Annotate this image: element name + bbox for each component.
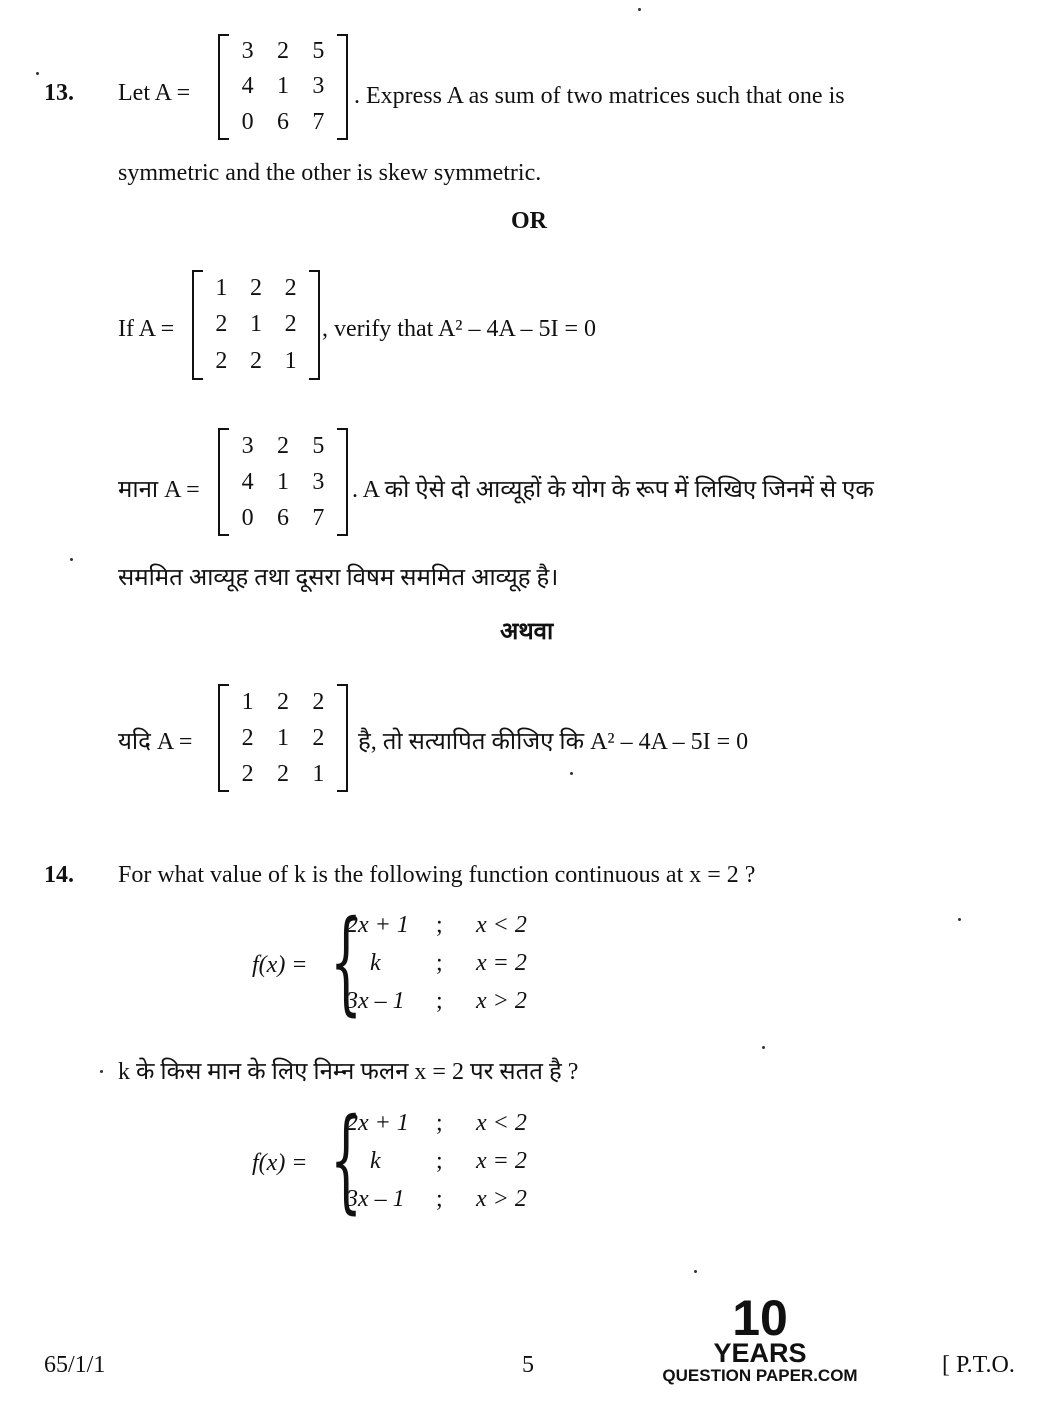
q13-alt-prefix: If A = (118, 316, 175, 342)
matrix-cell: 0 (241, 504, 254, 531)
piece-condition: x = 2 (476, 1148, 527, 1174)
matrix-cell: 1 (276, 73, 289, 100)
matrix-cell: 2 (241, 724, 254, 751)
or-label: OR (511, 208, 547, 234)
q13-prefix: Let A = (118, 80, 191, 106)
matrix-cell: 1 (312, 760, 325, 787)
q14-hi-function-label: f(x) = (252, 1150, 308, 1176)
matrix-cell: 3 (312, 73, 325, 100)
scan-speck (762, 1046, 765, 1049)
logo-site: QUESTION PAPER.COM (662, 1366, 858, 1385)
scan-speck (36, 72, 39, 75)
scan-speck (958, 918, 961, 921)
paper-code: 65/1/1 (44, 1352, 106, 1378)
matrix-b-hindi (218, 684, 348, 792)
page-number: 5 (522, 1352, 534, 1378)
piece-separator: ; (436, 988, 443, 1014)
piece-separator: ; (436, 912, 443, 938)
matrix-cell: 5 (312, 432, 325, 459)
piece-expression: 3x – 1 (346, 988, 405, 1014)
piece-separator: ; (436, 1186, 443, 1212)
q13-hi-alt-suffix: है, तो सत्यापित कीजिए कि A² – 4A – 5I = 0 (358, 729, 749, 755)
question-number-13: 13. (44, 80, 74, 106)
matrix-cell: 1 (276, 468, 289, 495)
question-number-14: 14. (44, 862, 74, 888)
matrix-cell: 2 (249, 348, 262, 375)
matrix-cell: 2 (276, 760, 289, 787)
matrix-cell: 1 (241, 688, 254, 715)
matrix-cell: 7 (312, 108, 325, 135)
piece-condition: x = 2 (476, 950, 527, 976)
matrix-cell: 7 (312, 504, 325, 531)
scan-speck (694, 1270, 697, 1273)
matrix-cell: 0 (241, 108, 254, 135)
q14-function-label: f(x) = (252, 952, 308, 978)
matrix-cell: 2 (241, 760, 254, 787)
matrix-cell: 2 (215, 348, 228, 375)
q13-alt-suffix: , verify that A² – 4A – 5I = 0 (322, 316, 597, 342)
logo-number: 10 (732, 1290, 788, 1346)
matrix-cell: 2 (284, 274, 297, 301)
matrix-cell: 1 (276, 724, 289, 751)
logo-years: YEARS (713, 1338, 807, 1368)
piece-condition: x > 2 (476, 1186, 527, 1212)
matrix-cell: 3 (312, 468, 325, 495)
q13-hi-prefix: माना A = (118, 477, 200, 503)
q14-hi-question: k के किस मान के लिए निम्न फलन x = 2 पर सतत है ? (118, 1059, 579, 1085)
matrix-cell: 6 (276, 504, 289, 531)
q13-hi-suffix: . A को ऐसे दो आव्यूहों के योग के रूप में लिखिए जिनमें से एक (352, 477, 874, 503)
q14-question: For what value of k is the following function continuous at x = 2 ? (118, 862, 756, 888)
piece-expression: 2x + 1 (346, 912, 409, 938)
piece-separator: ; (436, 1110, 443, 1136)
q13-hi-line2: सममित आव्यूह तथा दूसरा विषम सममित आव्यूह है। (118, 565, 559, 591)
matrix-cell: 2 (284, 311, 297, 338)
matrix-cell: 2 (276, 432, 289, 459)
matrix-cell: 2 (249, 274, 262, 301)
piece-expression: 3x – 1 (346, 1186, 405, 1212)
site-logo (662, 1290, 858, 1386)
q13-hi-alt-prefix: यदि A = (118, 729, 193, 755)
matrix-cell: 2 (276, 38, 289, 65)
matrix-cell: 6 (276, 108, 289, 135)
matrix-cell: 2 (312, 724, 325, 751)
piece-separator: ; (436, 1148, 443, 1174)
piece-expression: k (370, 1148, 381, 1174)
hi-or-label: अथवा (500, 619, 554, 645)
piece-condition: x > 2 (476, 988, 527, 1014)
left-brace-hindi: { (330, 1095, 363, 1225)
matrix-cell: 1 (249, 311, 262, 338)
piece-expression: k (370, 950, 381, 976)
matrix-a-hindi (218, 428, 348, 536)
matrix-cell: 2 (276, 688, 289, 715)
matrix-a (218, 34, 348, 140)
scan-speck (570, 772, 573, 775)
q13-suffix: . Express A as sum of two matrices such that one is (354, 83, 845, 109)
matrix-cell: 2 (312, 688, 325, 715)
matrix-b (192, 270, 320, 380)
q13-line2: symmetric and the other is skew symmetric. (118, 160, 542, 186)
matrix-cell: 3 (241, 38, 254, 65)
matrix-cell: 3 (241, 432, 254, 459)
matrix-cell: 4 (241, 468, 254, 495)
scan-speck (70, 558, 73, 561)
matrix-cell: 5 (312, 38, 325, 65)
matrix-cell: 4 (241, 73, 254, 100)
piece-condition: x < 2 (476, 1110, 527, 1136)
matrix-cell: 1 (215, 274, 228, 301)
pto-label: [ P.T.O. (942, 1352, 1015, 1378)
scan-speck (100, 1070, 103, 1073)
matrix-cell: 2 (215, 311, 228, 338)
piece-condition: x < 2 (476, 912, 527, 938)
piece-separator: ; (436, 950, 443, 976)
left-brace: { (330, 897, 363, 1027)
scan-speck (638, 8, 641, 11)
matrix-cell: 1 (284, 348, 297, 375)
piece-expression: 2x + 1 (346, 1110, 409, 1136)
